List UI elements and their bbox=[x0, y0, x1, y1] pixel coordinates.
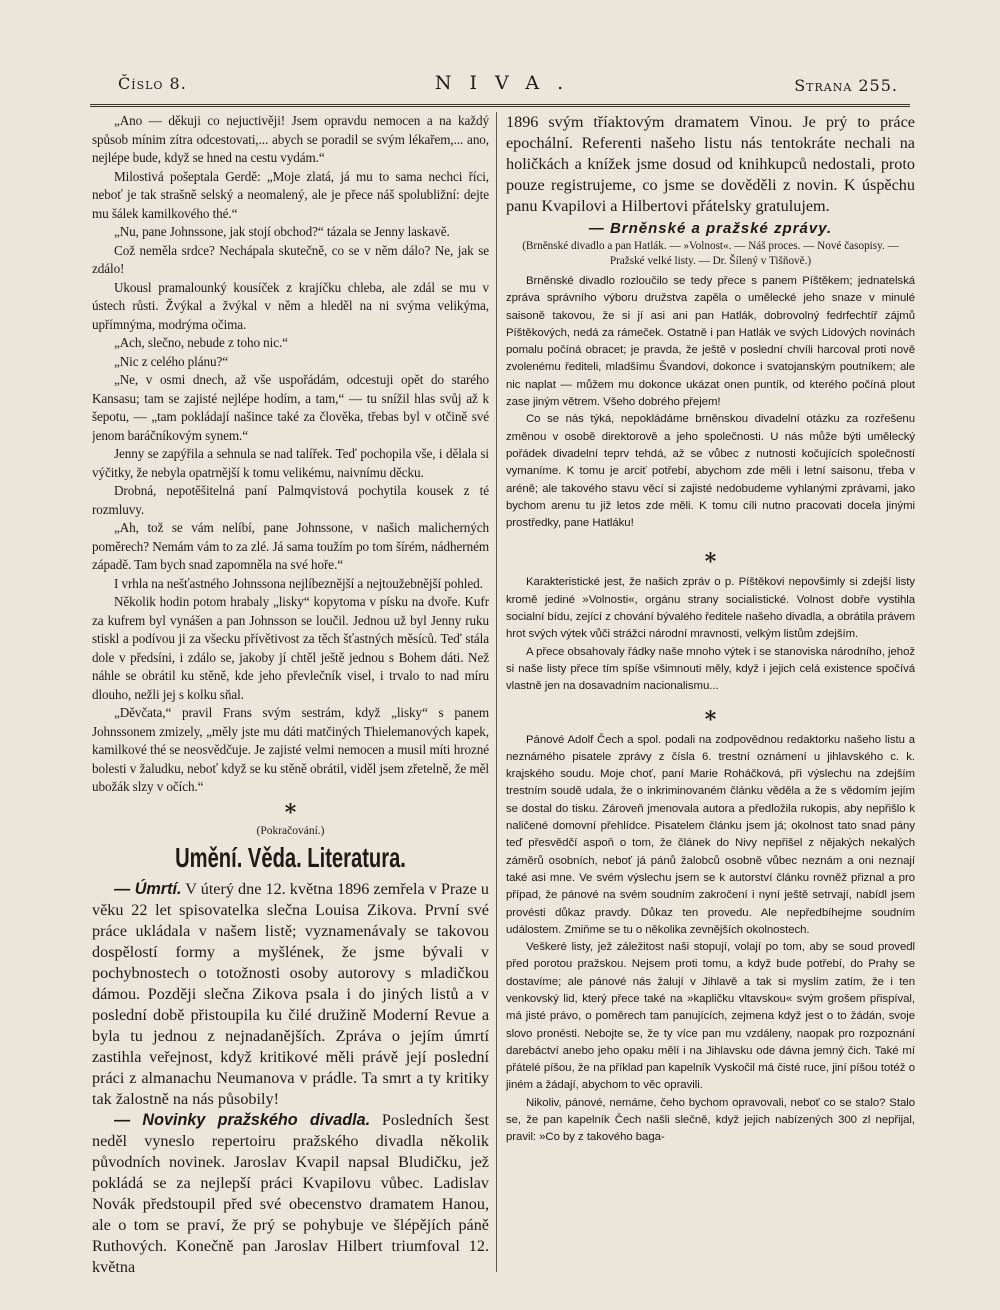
theatre-text-continued: 1896 svým tříaktovým dramatem Vinou. Je prý to práce epochální. Referenti našeho listu nás tentokráte nechali na holičkách a knížek jsme dosud od knihkupců nedostali, proto pouze registrujeme, co jsme se dověděli z novin. K úspěchu panu Kvapilovi a Hilbertovi přátelsky gratulujem. bbox=[506, 113, 915, 215]
story-paragraph: „Nu, pane Johnssone, jak stojí obchod?“ tázala se Jenny laskavě. bbox=[114, 224, 450, 239]
section-asterism: * bbox=[704, 549, 717, 576]
news-paragraph: A přece obsahovaly řádky naše mnoho výtek i se stanoviska národního, jehož si naše listy přece tím spíše všimnouti měly, když i jejich celá existence spočívá vlastně jen na dosavadním nacionalismu... bbox=[506, 645, 915, 693]
section-title: Umění. Věda. Literatura. bbox=[175, 841, 406, 873]
serial-story bbox=[92, 112, 489, 797]
story-paragraph: „Ne, v osmi dnech, až vše uspořádám, odcestuji opět do starého Kansasu; tam se zajisté nejlépe hodím, a tam,“ — tu snížil hlas svůj až k šepotu, — „tam pokládají našince také za člověka, třebas byl v otčině své jenom baráčníkovým synem.“ bbox=[92, 372, 489, 443]
story-paragraph: I vrhla na nešťastného Johnssona nejlíbeznější a nejtoužebnější pohled. bbox=[114, 575, 483, 591]
story-paragraph: Drobná, nepotěšitelná paní Palmqvistová pochytila kousek z té rozmluvy. bbox=[92, 483, 489, 517]
column-divider bbox=[496, 112, 497, 1272]
obituary-article bbox=[92, 879, 489, 1110]
theatre-text: Posledních šest neděl vyneslo repertoiru pražského divadla několik původních novinek. Jaroslav Kvapil napsal Bludičku, jež pokládá se za nejlepší práci Kvapilovu vůbec. Ladislav Novák předstoupil před své obecenstvo dramatem Hanou, ale o tom se praví, že prý se pohybuje ve šlépějích páně Ruthových. Konečně pan Jaroslav Hilbert triumfoval 12. května bbox=[92, 1110, 489, 1276]
news-paragraph: Karakteristické jest, že našich zpráv o p. Píštěkovi nepovšimly si zdejší listy kromě jediné »Volnosti«, orgánu strany socialistické. Volnost dobře vystihla socialní bídu, zející z chování bývalého ředitele našeho divadla, a obrátila právem hrot svých výtek vůči strážci národní mravnosti, velkým listům zdejším. bbox=[506, 576, 915, 641]
page-header bbox=[118, 74, 898, 104]
story-paragraph: Několik hodin potom hrabaly „lisky“ kopytoma v písku na dvoře. Kufr za kufrem byl vynášen a pan Johnsson se loučil. Jednou už byl Jenny ruku stiskl a podívou ji za všecku přívětivost za těch šťastných měsíců. Teď stála dole v předsíni, i zdálo se, jakoby jí chtěl ještě jednou s Bohem dáti. Než náhle se obrátil ku stěně, kde jeho převlečník visel, i trvalo to nad míru dlouho, nežli jej s kolku sňal. bbox=[92, 594, 489, 702]
brno-news-summary: (Brněnské divadlo a pan Hatlák. — »Volnost«. — Náš proces. — Nové časopisy. — Pražské velké listy. — Dr. Šílený v Tišňově.) bbox=[522, 240, 899, 267]
story-paragraph: Což neměla srdce? Nechápala skutečně, co se v něm dálo? Ne, jak se zdálo! bbox=[92, 242, 489, 276]
story-paragraph: „Ano — děkuji co nejuctivěji! Jsem opravdu nemocen a na každý spůsob mínim zítra odcestovati,... abych se poradil se svým lékařem,... ano, nejlépe bude, když se hned na cestu vydám.“ bbox=[92, 113, 489, 165]
obituary-text: V úterý dne 12. května 1896 zemřela v Praze u věku 22 let spisovatelka slečna Louisa Zikova. První své práce ukládala v našem listě; vyznamenávaly se takovou dospělostí formy a myšlének, že jsme bývali v pochybnostech o totožnosti osoby autorovy s mladičkou dámou. Později slečna Zikova psala i do jiných listů a v poslední době přistoupila ku čilé družině Moderní Revue a byla tu jednou z nejnadanějších. Zpráva o jejím úmrtí zastihla veřejnost, když kritikové měli právě její poslední práci z almanachu Neumanova v prádle. Ta smrt a ty kritiky tak žalostně na nás působily! bbox=[92, 879, 489, 1108]
header-rule bbox=[90, 104, 910, 107]
news-paragraph: Veškeré listy, jež záležitost naši stopují, volají po tom, aby se soud provedl před porotou pražskou. Nejsem proti tomu, a když bude potřebí, do Prahy se dostavíme; ale pánové nás žalují v Jihlavě a tak si myslím zatím, že i ten venkovský lid, který přece také na »kapličku vltavskou« svým grošem přispíval, má jisté právo, o poměrech tam panujících, zejmena když jest o to žádán, svoje slovo pronésti. Nebojte se, že ty více pan mu vzdáleny, naopak pro rozpoznání darebáctví anebo jeho opaku mělí i na Jihlavsku ode dávna jemný čich. Také mí přátelé píšou, že na příklad pan kapelník Vyskočil má čisté ruce, jiní píšou totéž o jiném a žádají, abychom to věc opravili. bbox=[506, 941, 915, 1092]
story-paragraph: „Děvčata,“ pravil Frans svým sestrám, když „lisky“ s panem Johnssonem zmizely, „měly jste mu dáti matčiných Thielemanových kapek, kamilkové thé se neosvědčuje. Je zajisté velmi nemocen a musil míti hrozné bolesti v žaludku, neboť když se ku stěně obrátil, viděl jsem zřetelně, že měl ubožák slzy v očích.“ bbox=[92, 705, 489, 794]
news-paragraph: Pánové Adolf Čech a spol. podali na zodpovědnou redaktorku našeho listu a neznámého pisatele zprávy z čísla 6. trestní oznámení u jihlavského c. k. krajského soudu. Moje choť, paní Marie Roháčková, při výslechu na zdejším trestním soudě udala, že o inkriminovaném článku věděla a že s vědomím jejím se dostal do tisku. Zároveň jmenovala autora a předložila rukopis, aby nepřišlo k naličené domovní přehlídce. Pisatelem článku jsem já; okolnost tato snad pány teď přesvědčí aspoň o tom, že článek do Nivy nepřišel z nějakých nekalých záměrů osobních, neboť já pánů žalobců osobně vůbec neznám a oni neznají také asi mne. Ve svém výslechu jsem se k autorství článku rovněž přiznal a pro případ, že pánové na svém soudním zakročení i nyní ještě setrvají, nabídl jsem provésti důkaz pravdy. Důkaz ten provedu. Ale nepředbíhejme soudním událostem. Zmiňme se tu o několika zevnějších okolnostech. bbox=[506, 733, 915, 936]
section-asterism: * bbox=[284, 799, 297, 826]
news-paragraph: Brněnské divadlo rozloučilo se tedy přece s panem Píštěkem; jednatelská zpráva správního výboru družstva zapěla o umělecké jeho snaze v minulé saisoně takovou, že si jí asi ani pan Hatlák, dobrovolný fedrfechtíř zájmů Píštěkových, nedá za rámeček. Ostatně i pan Hatlák ve svých Lidových novinách pomalu počíná obracet; je pravda, že ještě v poslední chvíli harcoval proti nově zvolenému řediteli, mladšímu Švandovi, dokonce i svatojanským poutníkem; ale nic naplat — můžem mu dokonce ukázat onen puntík, od kterého počíná plout zase jiným větrem. Všeho dobrého přejem! bbox=[506, 275, 915, 409]
story-paragraph: Ukousl pramalounký kousíček z krajíčku chleba, ale zdál se mu v ústech růsti. Žvýkal a žvýkal v něm a hleděl na ni svýma velikýma, upřímnýma, modrýma očima. bbox=[92, 279, 489, 332]
masthead-title: NIVA. bbox=[434, 72, 582, 94]
story-paragraph: Milostivá pošeptala Gerdě: „Moje zlatá, já mu to sama nechci říci, neboť je tak strašně selský a neomalený, ale je přece náš spolubližní: dejte mu šálek kamilkového thé.“ bbox=[92, 168, 489, 221]
brno-news-heading: — Brněnské a pražské zprávy. bbox=[588, 220, 833, 237]
culture-news bbox=[92, 879, 489, 1278]
page-number: Strana 255. bbox=[794, 76, 898, 95]
news-paragraph: Nikoliv, pánové, nemáme, čeho bychom opravovali, neboť co se stalo? Stalo se, že pan kapelník Čech našli slečně, když jejich nabízených 300 zl nepřijal, pravil: »Co by z takového baga- bbox=[506, 1096, 915, 1144]
news-paragraph: Co se nás týká, nepokládáme brněnskou divadelní otázku za rozřešenu změnou v osobě direktorově a jeho společnosti. U nás může býti umělecký pořádek divadelní teprv tehdá, až se vůbec z nutnosti kočujících společností vymaníme. K tomu je arciť potřebí, abychom zde měli i letní saisonu, třeba v aréně; ale takového stavu věcí si zajisté nedobudeme vyhlanými zprávami, jako bychom arenu tu již letos zde měli. K tomu cíli nutno pracovati docela jinými prostředky, pane Hatláku! bbox=[506, 413, 915, 530]
left-column bbox=[92, 112, 489, 1278]
story-paragraph: „Ah, tož se vám nelíbí, pane Johnssone, v našich malicherných poměrech? Nemám vám to za zlé. Já sama toužím po tom šírém, nádherném západě. Tam bych snad zapomněla na své hoře.“ bbox=[92, 520, 489, 572]
section-asterism: * bbox=[704, 706, 717, 733]
brno-news bbox=[506, 273, 915, 1147]
obituary-kicker: — Úmrtí. bbox=[114, 879, 182, 898]
continued-note: (Pokračování.) bbox=[256, 824, 325, 837]
story-paragraph: „Nic z celého plánu?“ bbox=[114, 353, 228, 369]
theatre-kicker: — Novinky pražského divadla. bbox=[114, 1110, 371, 1129]
theatre-continuation bbox=[506, 112, 915, 217]
issue-number: Číslo 8. bbox=[118, 74, 187, 93]
story-paragraph: „Ach, slečno, nebude z toho nic.“ bbox=[114, 335, 288, 350]
story-paragraph: Jenny se zapýřila a sehnula se nad talířek. Teď pochopila vše, i dělala si výčitky, že nebyla opatrnější k tomu velikému, naivnímu děcku. bbox=[92, 446, 489, 480]
theatre-article bbox=[92, 1110, 489, 1278]
right-column bbox=[506, 112, 915, 1278]
